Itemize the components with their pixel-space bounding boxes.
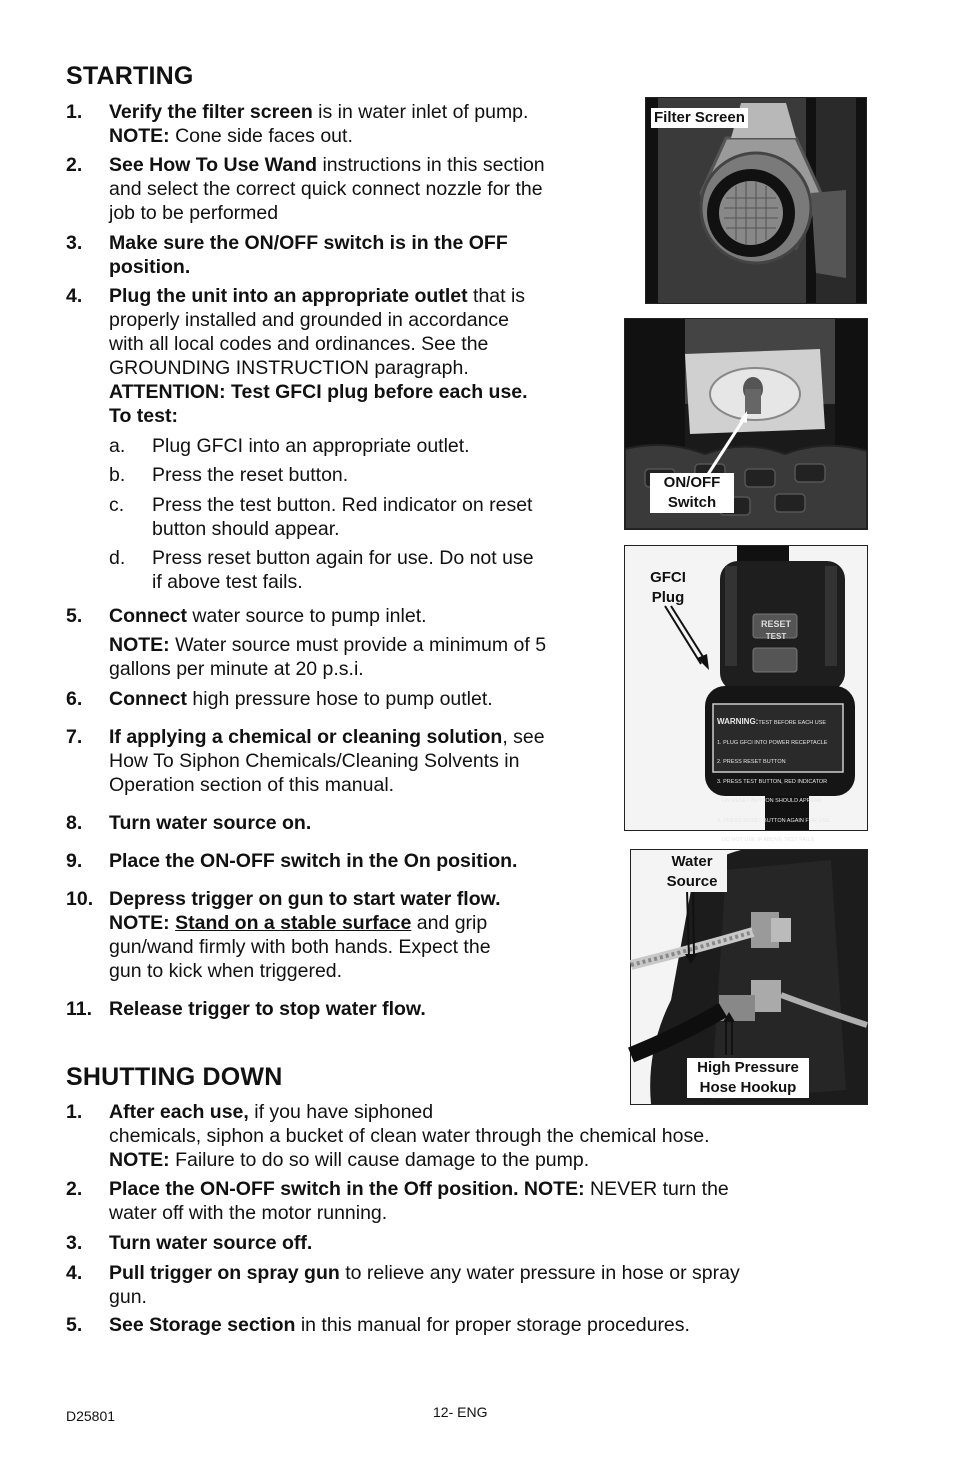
step-text: position. [109, 256, 191, 278]
label-line: Switch [667, 494, 717, 511]
step-text: How To Siphon Chemicals/Cleaning Solvents in [109, 750, 520, 772]
step-bold: Connect [109, 688, 187, 710]
step-number: 4. [66, 285, 83, 307]
step-bold: Connect [109, 605, 187, 627]
step-text: Turn water source off. [109, 1232, 313, 1254]
substep-text: button should appear. [152, 518, 340, 540]
substep-letter: a. [109, 435, 126, 457]
step-text: and select the correct quick connect nozzle for the [109, 178, 543, 200]
attention-text: To test: [109, 405, 178, 427]
step-number: 3. [66, 1232, 83, 1254]
step-text: Depress trigger on gun to start water flow. [109, 888, 501, 910]
step-number: 11. [66, 998, 93, 1020]
substep-text: Plug GFCI into an appropriate outlet. [152, 435, 470, 457]
step-bold: If applying a chemical or cleaning solution [109, 726, 503, 748]
on-off-switch-label [650, 473, 734, 513]
step-text: Place the ON-OFF switch in the On position. [109, 850, 518, 872]
step-text: gun/wand firmly with both hands. Expect the [109, 936, 491, 958]
step-text: that is [467, 285, 526, 307]
filter-screen-photo [645, 97, 867, 304]
step-text: high pressure hose to pump outlet. [187, 688, 493, 710]
label-line: Plug [651, 589, 685, 606]
starting-heading: STARTING [66, 62, 194, 90]
substep-text: Press the test button. Red indicator on reset [152, 494, 533, 516]
step-text: in this manual for proper storage procedures. [295, 1314, 690, 1336]
step-number: 5. [66, 605, 83, 627]
note-text: Cone side faces out. [169, 125, 353, 147]
step-text: water source to pump inlet. [187, 605, 427, 627]
substep-text: Press reset button again for use. Do not use [152, 547, 534, 569]
note-label: NOTE: [109, 634, 170, 656]
warning-line: 1. PLUG GFCI INTO POWER RECEPTACLE [717, 739, 828, 746]
step-text: water off with the motor running. [109, 1202, 388, 1224]
note-underlined: Stand on a stable surface [175, 912, 412, 934]
substep-text: if above test fails. [152, 571, 303, 593]
test-label: TEST [765, 632, 787, 641]
warning-title: WARNING: [717, 717, 759, 726]
warning-line: ON RESET BUTTON SHOULD APPEAR [717, 798, 822, 804]
note-label: NOTE: [109, 125, 170, 147]
step-bold: Verify the filter screen [109, 101, 313, 123]
step-text: Release trigger to stop water flow. [109, 998, 426, 1020]
step-text: properly installed and grounded in accordance [109, 309, 510, 331]
step-text: to relieve any water pressure in hose or spray [339, 1262, 740, 1284]
label-line: Hose Hookup [699, 1079, 797, 1096]
warning-line: DO NOT USE IF ABOVE TEST FAILS [717, 837, 815, 843]
step-bold: See Storage section [109, 1314, 296, 1336]
warning-line: 3. PRESS TEST BUTTON, RED INDICATOR [717, 778, 828, 785]
step-number: 1. [66, 1101, 83, 1123]
step-text: with all local codes and ordinances. See the [109, 333, 489, 355]
step-number: 2. [66, 1178, 83, 1200]
high-pressure-hose-label [687, 1058, 809, 1098]
step-number: 9. [66, 850, 83, 872]
step-bold: Place the ON-OFF switch in the Off position. NOTE: [109, 1178, 585, 1200]
step-text: job to be performed [109, 202, 279, 224]
note-text: Water source must provide a minimum of 5 [169, 634, 547, 656]
label-line: GFCI [650, 569, 686, 586]
hose-connections-photo [630, 849, 868, 1105]
on-off-switch-photo [624, 318, 868, 530]
step-bold: See How To Use Wand [109, 154, 318, 176]
attention-text: ATTENTION: Test GFCI plug before each use. [109, 381, 528, 403]
warning-line: 4. PRESS RESET BUTTON AGAIN FOR USE [717, 817, 830, 824]
step-number: 5. [66, 1314, 83, 1336]
substep-text: Press the reset button. [152, 464, 349, 486]
step-text: gun. [109, 1286, 147, 1308]
shutting-down-heading: SHUTTING DOWN [66, 1063, 283, 1091]
step-number: 10. [66, 888, 94, 910]
step-number: 3. [66, 232, 83, 254]
substep-letter: d. [109, 547, 126, 569]
step-bold: Pull trigger on spray gun [109, 1262, 340, 1284]
step-number: 4. [66, 1262, 83, 1284]
step-text: NEVER turn the [584, 1178, 729, 1200]
reset-label: RESET [760, 619, 791, 629]
step-text: gun to kick when triggered. [109, 960, 343, 982]
note-text: Failure to do so will cause damage to the pump. [169, 1149, 590, 1171]
step-text: Make sure the ON/OFF switch is in the OFF [109, 232, 508, 254]
step-text: if you have siphoned [248, 1101, 434, 1123]
note-label: NOTE: [109, 912, 170, 934]
filter-screen-label: Filter Screen [651, 108, 748, 128]
step-number: 8. [66, 812, 83, 834]
label-line: Source [666, 873, 718, 890]
substep-letter: c. [109, 494, 125, 516]
note-label: NOTE: [109, 1149, 170, 1171]
warning-line: 2. PRESS RESET BUTTON [717, 759, 786, 765]
warning-head: TEST BEFORE EACH USE [758, 720, 827, 726]
label-line: ON/OFF [663, 474, 721, 491]
step-text: GROUNDING INSTRUCTION paragraph. [109, 357, 469, 379]
gfci-plug-photo [624, 545, 868, 843]
note-text: gallons per minute at 20 p.s.i. [109, 658, 364, 680]
water-source-label [657, 852, 727, 892]
step-number: 7. [66, 726, 83, 748]
step-bold: Plug the unit into an appropriate outlet [109, 285, 468, 307]
page-number: 12- ENG [433, 1404, 488, 1420]
step-text: Turn water source on. [109, 812, 312, 834]
label-line: High Pressure [697, 1059, 799, 1076]
step-text: , see [502, 726, 545, 748]
step-number: 1. [66, 101, 83, 123]
gfci-warning-text [717, 706, 841, 857]
step-text: is in water inlet of pump. [312, 101, 529, 123]
document-id: D25801 [66, 1408, 116, 1424]
step-number: 6. [66, 688, 83, 710]
step-text: chemicals, siphon a bucket of clean water through the chemical hose. [109, 1125, 710, 1147]
step-number: 2. [66, 154, 83, 176]
step-bold: After each use, [109, 1101, 249, 1123]
step-text: instructions in this section [317, 154, 545, 176]
step-text: Operation section of this manual. [109, 774, 395, 796]
filter-screen-image [646, 98, 866, 303]
label-line: Water [671, 853, 713, 870]
substep-letter: b. [109, 464, 126, 486]
note-text: and grip [411, 912, 488, 934]
